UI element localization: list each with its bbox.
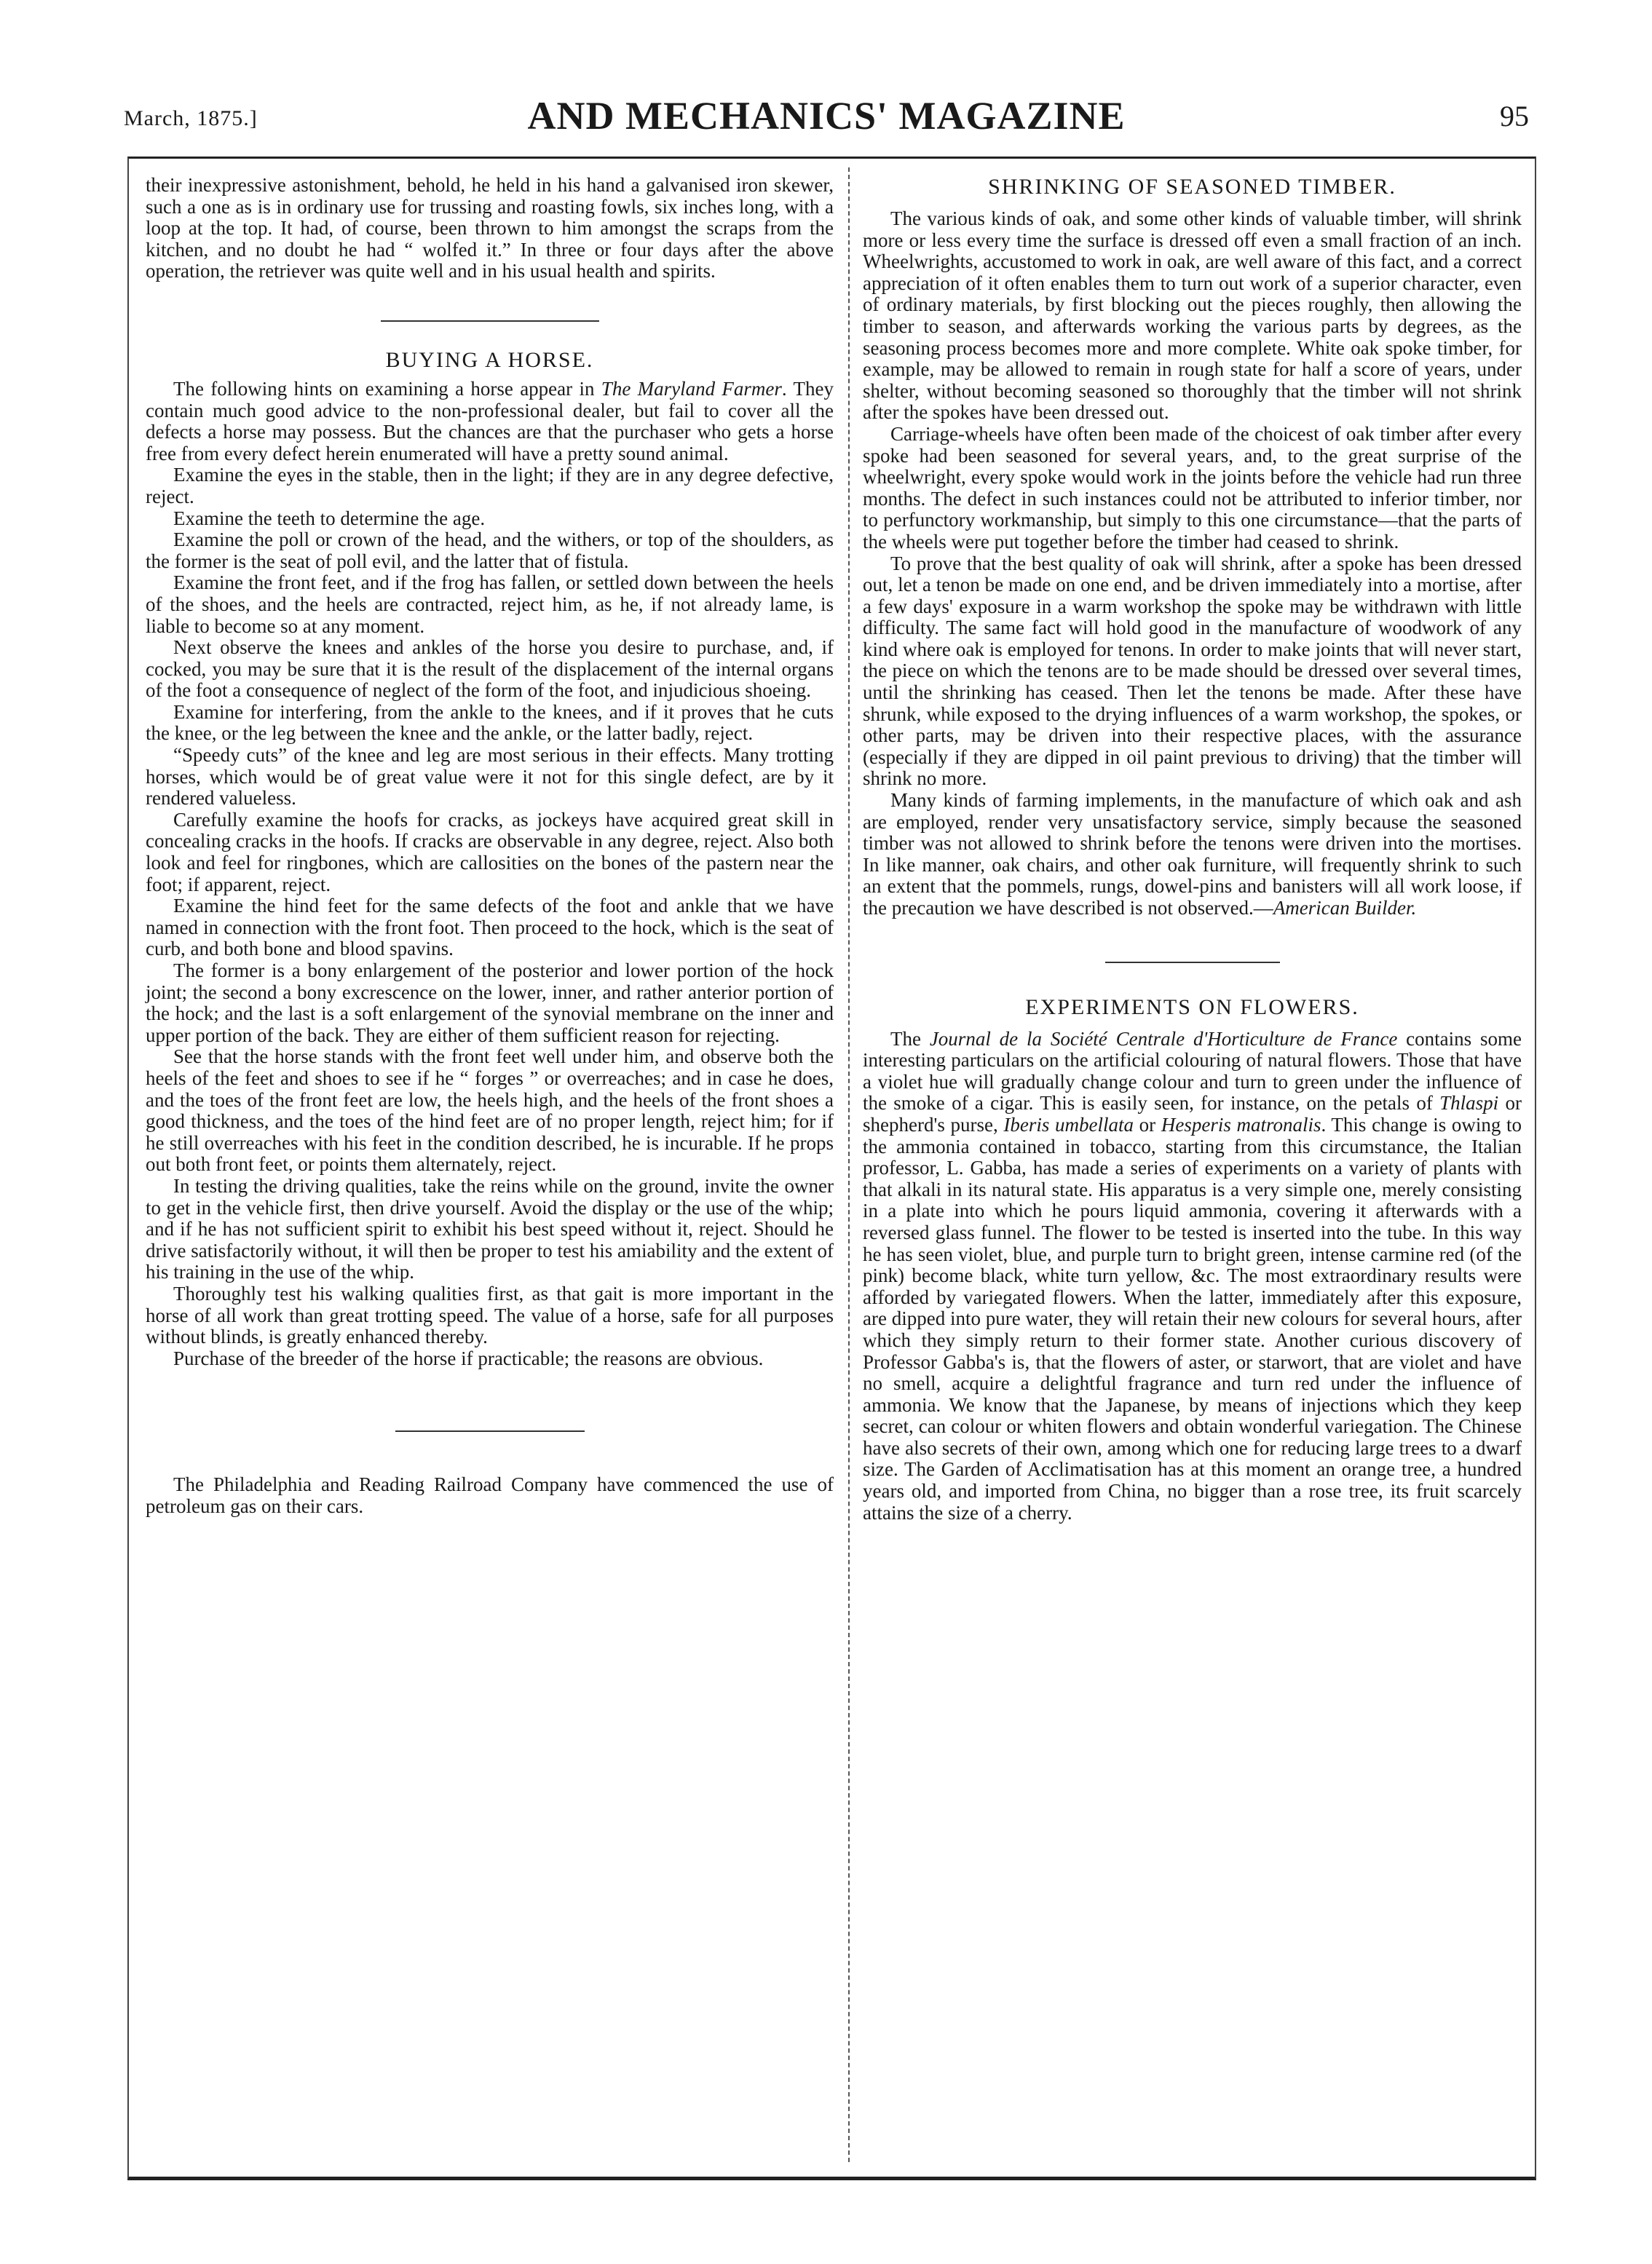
article-heading: EXPERIMENTS ON FLOWERS. bbox=[1025, 994, 1359, 1019]
article-heading: SHRINKING OF SEASONED TIMBER. bbox=[988, 175, 1396, 199]
paragraph: Purchase of the breeder of the horse if practicable; the reasons are obvious. bbox=[173, 1347, 764, 1369]
paragraph: Examine the front feet, and if the frog has fallen, or settled down between the heels of the shoes, and the heels are contracted, reject him, as he, if not already lame, is liable to become so at any moment. bbox=[146, 571, 834, 637]
issue-date: March, 1875.] bbox=[124, 106, 258, 130]
paragraph: Examine the poll or crown of the head, and the withers, or top of the shoulders, as the former is the seat of poll evil, and the latter that of fistula. bbox=[146, 529, 834, 572]
paragraph: In testing the driving qualities, take the reins while on the ground, invite the owner to get in the vehicle first, then drive yourself. Avoid the display or the use of the whip; and if he has not sufficient spirit to exhibit his best speed without it, reject. Should he drive satisfactorily without, it will then be proper to test his amiability and the extent of his training in the use of the whip. bbox=[146, 1174, 834, 1283]
article-intro: The following hints on examining a horse appear in The Maryland Farmer. They contain much good advice to the non-professional dealer, but fail to cover all the defects a horse may possess. But the chances are that the purchaser who gets a horse free from every defect herein enumerated will have a pretty sound animal. bbox=[146, 377, 834, 464]
paragraph: See that the horse stands with the front feet well under him, and observe both the heels of the feet and shoes to see if he “ forges ” or overreaches; and in case he does, and the toes of the front feet are low, the heels high, and the heels of the front shoes a good thickness, and the toes of the hind feet are of no proper length, reject him; for if he still overreaches with his feet in the condition described, he is incurable. If he props out both front feet, or points them alternately, reject. bbox=[146, 1045, 834, 1176]
species-name: Iberis umbellata bbox=[1003, 1113, 1134, 1136]
paragraph: Many kinds of farming implements, in the manufacture of which oak and ash are employed, render very unsatisfactory service, simply because the seasoned timber was not allowed to shrink before the tenons were driven into the mortises. In like manner, oak chairs, and other oak furniture, will frequently shrink to such an extent that the pommels, rungs, dowel-pins and banisters will all work loose, if the precaution we have described is not observed.—American Builder. bbox=[863, 789, 1522, 919]
species-name: Thlaspi bbox=[1439, 1092, 1499, 1115]
paragraph: The various kinds of oak, and some other kinds of valuable timber, will shrink more or less every time the surface is dressed off even a small fraction of an inch. Wheelwrights, accustomed to work in oak, are well aware of this fact, and a correct appreciation of it often enables them to turn out work of a superior character, even of ordinary materials, by first blocking out the pieces roughly, then allowing the timber to season, and afterwards working the various parts by degrees, as the seasoning process becomes more and more complete. White oak spoke timber, for example, may be allowed to remain in rough state for half a score of years, under shelter, without becoming seasoned so thoroughly that the timber will not shrink after the spokes have been dressed out. bbox=[863, 207, 1522, 424]
page-number: 95 bbox=[1500, 100, 1529, 132]
paragraph: “Speedy cuts” of the knee and leg are most serious in their effects. Many trotting horses, which would be of great value were it not for this single defect, are by it rendered valueless. bbox=[146, 744, 834, 810]
paragraph: Examine for interfering, from the ankle to the knees, and if it proves that he cuts the knee, or the leg between the knee and the ankle, or the latter badly, reject. bbox=[146, 700, 834, 745]
railroad-note: The Philadelphia and Reading Railroad Company have commenced the use of petroleum gas on their cars. bbox=[146, 1473, 834, 1517]
article-buying-a-horse bbox=[146, 348, 834, 1369]
page-header bbox=[124, 93, 1529, 144]
paragraph: Examine the eyes in the stable, then in the light; if they are in any degree defective, reject. bbox=[146, 464, 834, 507]
paragraph: Next observe the knees and ankles of the horse you desire to purchase, and, if cocked, you may be sure that it is the result of the displacement of the internal organs of the foot a consequence of neglect of the form of the foot, and injudicious shoeing. bbox=[146, 636, 834, 702]
paragraph: Examine the teeth to determine the age. bbox=[173, 507, 486, 529]
source-publication: The Maryland Farmer bbox=[601, 377, 782, 400]
journal-title: Journal de la Société Centrale d'Horticulture de France bbox=[929, 1027, 1398, 1050]
article-source: American Builder. bbox=[1273, 897, 1417, 919]
paragraph: The Journal de la Société Centrale d'Horticulture de France contains some interesting particulars on the artificial colouring of natural flowers. Those that have a violet hue will gradually change colour and turn to green under the influence of the smoke of a cigar. This is easily seen, for instance, on the petals of Thlaspi or shepherd's purse, Iberis umbellata or Hesperis matronalis. This change is owing to the ammonia contained in tobacco, starting from this circumstance, the Italian professor, L. Gabba, has made a series of experiments on a variety of plants with that alkali in its natural state. His apparatus is a very simple one, merely consisting in a plate into which he pours liquid ammonia, covering it afterwards with a reversed glass funnel. The flower to be tested is inserted into the tube. In this way he has seen violet, blue, and purple turn to bright green, intense carmine red (of the pink) become black, white turn yellow, &c. The most extraordinary results were afforded by variegated flowers. When the latter, immediately after this exposure, are dipped into pure water, they will retain their new colours for several hours, after which they simply return to their former state. Another curious discovery of Professor Gabba's is, that the flowers of aster, or starwort, that are violet and have no smell, acquire a delightful fragrance and turn red under the influence of ammonia. We know that the Japanese, by means of injections which they keep secret, can colour or whiten flowers and obtain wonderful variegation. The Chinese have also secrets of their own, among which one for reducing large trees to a dwarf size. The Garden of Acclimatisation has at this moment an orange tree, a hundred years old, and imported from China, no bigger than a rose tree, its fruit scarcely attains the size of a cherry. bbox=[863, 1027, 1522, 1524]
left-column bbox=[146, 175, 834, 1517]
column-divider bbox=[848, 167, 850, 2162]
paragraph: Thoroughly test his walking qualities first, as that gait is more important in the horse of all work than great trotting speed. The value of a horse, safe for all purposes without blinds, is greatly enhanced thereby. bbox=[146, 1282, 834, 1348]
species-name: Hesperis matronalis bbox=[1161, 1113, 1321, 1136]
retriever-story-ending: their inexpressive astonishment, behold, he held in his hand a galvanised iron skewer, such a one as is in ordinary use for trussing and roasting fowls, six inches long, with a loop at the top. It had, of course, been thrown to him amongst the scraps from the kitchen, and no doubt he had “ wolfed it.” In three or four days after the above operation, the retriever was quite well and in his usual health and spirits. bbox=[146, 174, 834, 282]
paragraph: Carriage-wheels have often been made of the choicest of oak timber after every spoke had been seasoned for several years, and, to the great surprise of the wheelwright, every spoke would work in the joints before the vehicle had run three months. The defect in such instances could not be attributed to inferior timber, nor to perfunctory workmanship, but simply to this one circumstance—that the parts of the wheels were put together before the timber had ceased to shrink. bbox=[863, 422, 1522, 553]
right-column bbox=[863, 175, 1522, 1524]
magazine-title: AND MECHANICS' MAGAZINE bbox=[527, 94, 1126, 138]
article-heading: BUYING A HORSE. bbox=[385, 347, 594, 372]
paragraph: Examine the hind feet for the same defects of the foot and ankle that we have named in connection with the front foot. Then proceed to the hock, which is the seat of curb, and both bone and blood spavins. bbox=[146, 895, 834, 960]
paragraph: The former is a bony enlargement of the posterior and lower portion of the hock joint; the second a bony excrescence on the lower, inner, and rather anterior portion of the hock; and the last is a soft enlargement of the synovial membrane on the inner and upper portion of the back. They are either of them sufficient reason for rejecting. bbox=[146, 959, 834, 1046]
paragraph: Carefully examine the hoofs for cracks, as jockeys have acquired great skill in concealing cracks in the hoofs. If cracks are observable in any degree, reject. Also both look and feel for ringbones, which are callosities on the bones of the pastern near the foot; if apparent, reject. bbox=[146, 808, 834, 895]
article-shrinking-timber bbox=[863, 175, 1522, 919]
paragraph: To prove that the best quality of oak will shrink, after a spoke has been dressed out, let a tenon be made on one end, and be driven immediately into a mortise, after a few days' exposure in a warm workshop the spoke may be withdrawn with little difficulty. The same fact will hold good in the manufacture of woodwork of any kind where oak is employed for tenons. In order to make joints that will never start, the piece on which the tenons are to be made should be dressed over several times, until the shrinking has ceased. Then let the tenons be made. After these have shrunk, while exposed to the drying influences of a warm workshop, the spokes, or other parts, may be driven into their respective places, with the assurance (especially if they are dipped in oil paint previous to driving) that the timber will shrink no more. bbox=[863, 552, 1522, 790]
article-experiments-on-flowers bbox=[863, 995, 1522, 1524]
